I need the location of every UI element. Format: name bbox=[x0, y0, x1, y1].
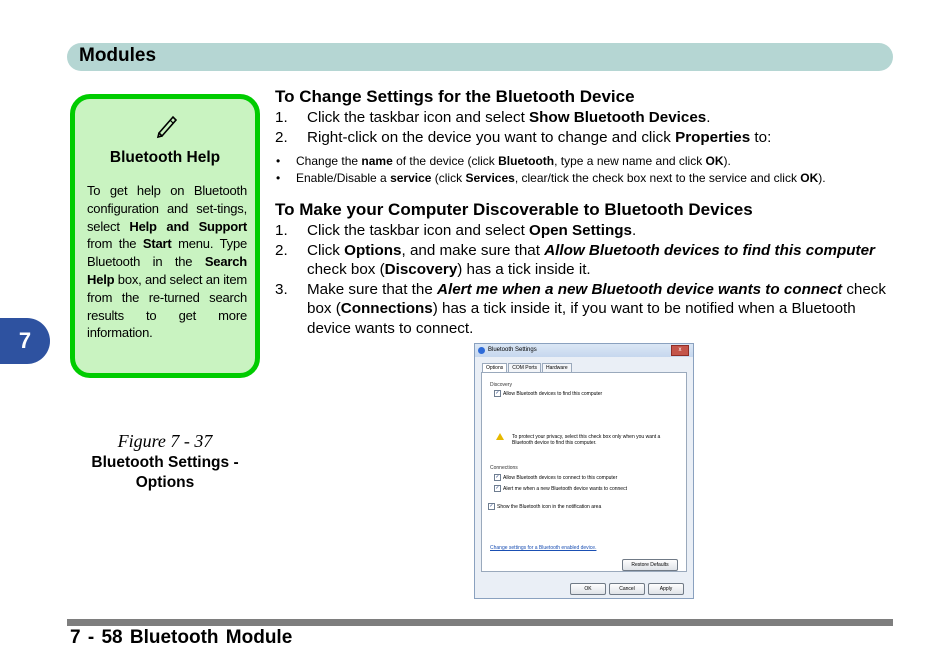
section2-steps bbox=[275, 221, 895, 338]
figure-title: Bluetooth Settings - Options bbox=[91, 454, 239, 491]
figure-number: Figure 7 - 37 bbox=[117, 431, 213, 451]
step-text: Click Options, and make sure that Allow Bluetooth devices to find this computer check box (Discovery) has a tick inside it. bbox=[307, 241, 875, 278]
help-body: To get help on Bluetooth configuration and set-tings, select Help and Support from the Start menu. Type Bluetooth in the Search Help box, and select an item from the re-turned search results to get more information. bbox=[87, 183, 248, 341]
apply-button[interactable]: Apply bbox=[648, 583, 684, 595]
cancel-button[interactable]: Cancel bbox=[609, 583, 645, 595]
discovery-label: Discovery bbox=[490, 382, 512, 388]
header-bar bbox=[67, 43, 893, 71]
tab-options[interactable]: Options bbox=[482, 363, 507, 372]
step-text: Make sure that the Alert me when a new Bluetooth device wants to connect check box (Connections) has a tick inside it, if you want to be notified when a Bluetooth device wants to connect. bbox=[307, 280, 886, 337]
list-item: • Change the name of the device (click Bluetooth, type a new name and click OK). bbox=[276, 154, 731, 168]
help-box bbox=[70, 94, 260, 378]
pen-icon bbox=[153, 111, 181, 139]
bluetooth-settings-screenshot bbox=[474, 343, 694, 599]
section1-heading: To Change Settings for the Bluetooth Device bbox=[275, 87, 635, 106]
allow-find-label: Allow Bluetooth devices to find this computer bbox=[503, 390, 603, 397]
allow-connect-row[interactable] bbox=[494, 474, 617, 481]
show-icon-label: Show the Bluetooth icon in the notification area bbox=[497, 503, 602, 510]
dialog-tabs bbox=[482, 363, 573, 372]
chapter-tab: 7 bbox=[0, 318, 50, 364]
step-text: Right-click on the device you want to change and click Properties to: bbox=[307, 128, 772, 146]
step-text: Click the taskbar icon and select Open Settings. bbox=[307, 222, 637, 239]
step-number: 3. bbox=[275, 280, 288, 298]
privacy-warning: To protect your privacy, select this check box only when you want a Bluetooth device to find this computer. bbox=[512, 434, 661, 446]
footer-rule bbox=[67, 619, 893, 626]
bullet-text: Enable/Disable a service (click Services, clear/tick the check box next to the service and click OK). bbox=[296, 171, 826, 185]
step-number: 2. bbox=[275, 241, 288, 259]
allow-find-row[interactable] bbox=[494, 390, 602, 397]
figure-caption bbox=[80, 431, 250, 493]
ok-button[interactable]: OK bbox=[570, 583, 606, 595]
section-title: Modules bbox=[79, 45, 157, 66]
step-number: 1. bbox=[275, 222, 288, 239]
section2-heading: To Make your Computer Discoverable to Bluetooth Devices bbox=[275, 200, 753, 219]
dialog-title: Bluetooth Settings bbox=[488, 347, 537, 353]
alert-connect-row[interactable] bbox=[494, 485, 627, 492]
step-number: 2. bbox=[275, 128, 288, 146]
list-item bbox=[275, 241, 895, 280]
help-title: Bluetooth Help bbox=[109, 149, 221, 166]
allow-connect-label: Allow Bluetooth devices to connect to this computer bbox=[503, 474, 618, 481]
main-content bbox=[275, 86, 895, 338]
alert-connect-label: Alert me when a new Bluetooth device wants to connect bbox=[503, 485, 627, 492]
list-item bbox=[275, 221, 895, 241]
section1-steps bbox=[275, 108, 895, 147]
bluetooth-icon bbox=[478, 347, 485, 354]
section1-bullets bbox=[275, 153, 895, 187]
dialog-panel bbox=[481, 372, 687, 572]
change-settings-link[interactable]: Change settings for a Bluetooth enabled device. bbox=[490, 545, 597, 551]
list-item bbox=[275, 108, 895, 128]
checkbox-checked-icon[interactable]: ✓ bbox=[489, 503, 494, 509]
list-item: • Enable/Disable a service (click Services, clear/tick the check box next to the service and click OK). bbox=[276, 171, 826, 185]
step-number: 1. bbox=[275, 109, 288, 126]
connections-label: Connections bbox=[490, 465, 518, 471]
list-item bbox=[275, 280, 895, 339]
tab-com-ports[interactable]: COM Ports bbox=[508, 363, 541, 372]
list-item bbox=[275, 128, 895, 148]
restore-defaults-button[interactable]: Restore Defaults bbox=[622, 559, 678, 571]
checkbox-checked-icon[interactable]: ✓ bbox=[495, 390, 500, 396]
tab-hardware[interactable]: Hardware bbox=[542, 363, 572, 372]
step-text: Click the taskbar icon and select Show Bluetooth Devices. bbox=[307, 109, 711, 126]
bullet-text: Change the name of the device (click Bluetooth, type a new name and click OK). bbox=[296, 154, 731, 168]
warning-icon bbox=[496, 433, 504, 440]
page-footer: 7 - 58 Bluetooth Module bbox=[70, 627, 293, 648]
dialog-titlebar bbox=[475, 344, 693, 357]
close-icon[interactable]: x bbox=[671, 345, 689, 356]
checkbox-checked-icon[interactable]: ✓ bbox=[495, 474, 500, 480]
checkbox-checked-icon[interactable]: ✓ bbox=[495, 485, 500, 491]
show-icon-row[interactable] bbox=[488, 503, 601, 510]
